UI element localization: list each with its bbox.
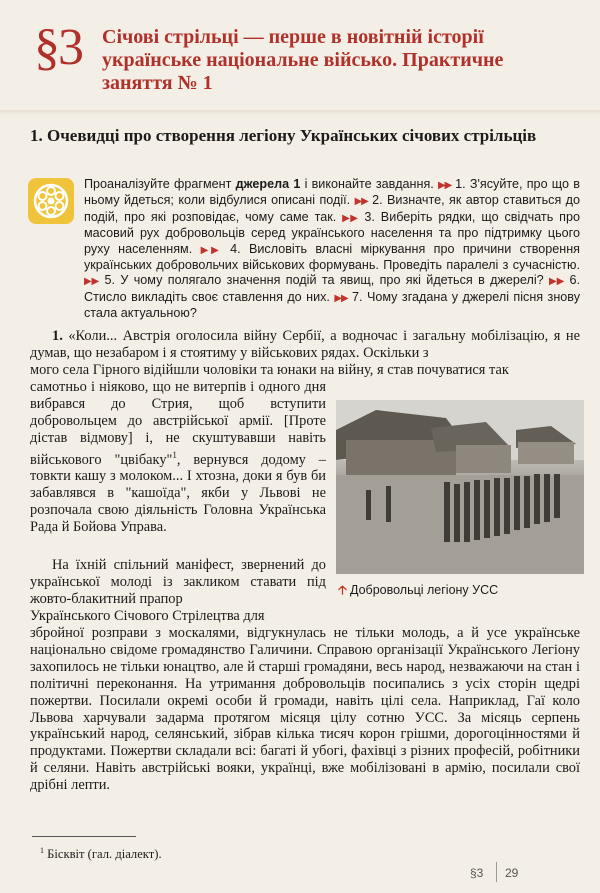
reel-icon	[28, 178, 74, 224]
task-item: 5. У чому полягало значення подій та явищ, про які йдеться в джерелі?	[104, 273, 544, 288]
task-instructions	[84, 177, 580, 322]
arrow-icon: ▶▶	[438, 180, 451, 191]
source-text-wrapped	[30, 379, 326, 536]
task-lead: Проаналізуйте фрагмент	[84, 177, 236, 191]
header-divider	[0, 110, 600, 115]
source-paragraph-1	[30, 328, 580, 362]
section-title: 1. Очевидці про створення легіону Українських січових стрільців	[30, 126, 537, 145]
task-item: 3. Виберіть рядки, що свідчать про масовий рух добровольців серед українського населення та про підтримку цього руху населенням.	[84, 209, 581, 256]
arrow-icon: ▶▶	[84, 276, 100, 288]
footnote-text: Бісквіт (гал. діалект).	[44, 847, 162, 862]
source-line: мого села Гірного відійшли чоловіки та юнаки на війну, я став почуватися так	[30, 362, 509, 378]
task-item: 6. Стисло викладіть своє ставлення до них.	[84, 273, 581, 304]
page-section: §3	[470, 866, 484, 880]
arrow-icon: ▶▶	[549, 276, 565, 288]
task-item: 1. З'ясуйте, про що в ньому йдеться; коли відбулися описані події.	[84, 177, 580, 208]
caption-text: Добровольці легіону УСС	[349, 583, 499, 597]
source-number: 1.	[52, 328, 63, 344]
task-source-ref: джерела 1	[235, 177, 301, 191]
footnote-divider	[32, 836, 136, 837]
source-text: самотньо і ніяково, що не витерпів і одного дня вибрався до Стрия, щоб вступити добровольцем до австрійської армії. [Проте дістав відмову] і, не скуштувавши навіть військового "цвібаку"	[30, 379, 326, 468]
task-item: 2. Визначте, як автор ставиться до подій, про які розповідає, чому саме так.	[84, 193, 581, 224]
task-lead-end: і виконайте завдання.	[300, 177, 434, 191]
page-number: 29	[505, 866, 519, 880]
arrow-icon: ▶▶	[354, 196, 368, 208]
source-text: «Коли... Австрія оголосила війну Сербії, а водночас і загальну мобілізацію, я не думав, що незабаром і я стоятиму у військових рядах. Оскільки з	[30, 328, 580, 361]
arrow-icon: ▶▶	[342, 212, 359, 224]
source-text: , вернувся додому – товкти кашу з молоком... І хтозна, доки я був би забавлявся в "кашоїда", якби у Львові не розпочала свою діяльність Головна Українська Рада й Бойова Управа.	[30, 451, 326, 536]
footnote	[40, 843, 162, 862]
volunteers-photo	[336, 400, 584, 574]
footnote-ref: 1	[172, 449, 177, 460]
arrow-up-icon: 🡡	[338, 583, 347, 597]
arrow-icon: ▶▶	[334, 292, 348, 304]
source-line: Українського Січового Стрілецтва для	[30, 608, 265, 624]
task-item: 4. Висловіть власні міркування про причини створення українських добровольчих військових формувань. Проведіть паралелі з сучасністю.	[84, 241, 581, 273]
arrow-icon: ▶▶	[200, 244, 222, 256]
footnote-number: 1	[40, 846, 44, 855]
task-item: 7. Чому згадана у джерелі пісня знову стала актуальною?	[84, 289, 581, 321]
paragraph-mark: §3	[34, 19, 82, 76]
page-number-divider	[496, 862, 497, 882]
page-title: Січові стрільці — перше в новітній історії українське національне військо. Практичне заняття № 1	[102, 26, 504, 94]
source-text-full: збройної розправи з москалями, відгукнулась не тільки молодь, а й усе українське національно свідоме громадянство Галичини. Справою організації Українського Легіону захопилось не тільки юнацтво, але й старші громадяни, весь народ, незважаючи на стан і політичні переконання. На утримання добровольців посипались з усіх сторін щедрі пожертви. Посилали окремі особи й громади, навіть цілі села. Наприклад, Гаї коло Львова харчували задарма протягом місяця цілу сотню УСС. За місяць серпень український народ, селянський, зібрав кілька тисяч корон грішми, дорогоцінностями й продуктами. Пожертви складали всі: багаті й убогі, фахівці з різних професій, робітники й селяни. Навіть австрійські вояки, українці, вже мобілізовані в армію, посилали свої дрібні лепти.	[30, 625, 580, 794]
photo-caption	[338, 582, 578, 598]
source-paragraph-2: На їхній спільний маніфест, звернений до української молоді із закликом ставати під жовто-блакитний прапор	[30, 557, 326, 607]
